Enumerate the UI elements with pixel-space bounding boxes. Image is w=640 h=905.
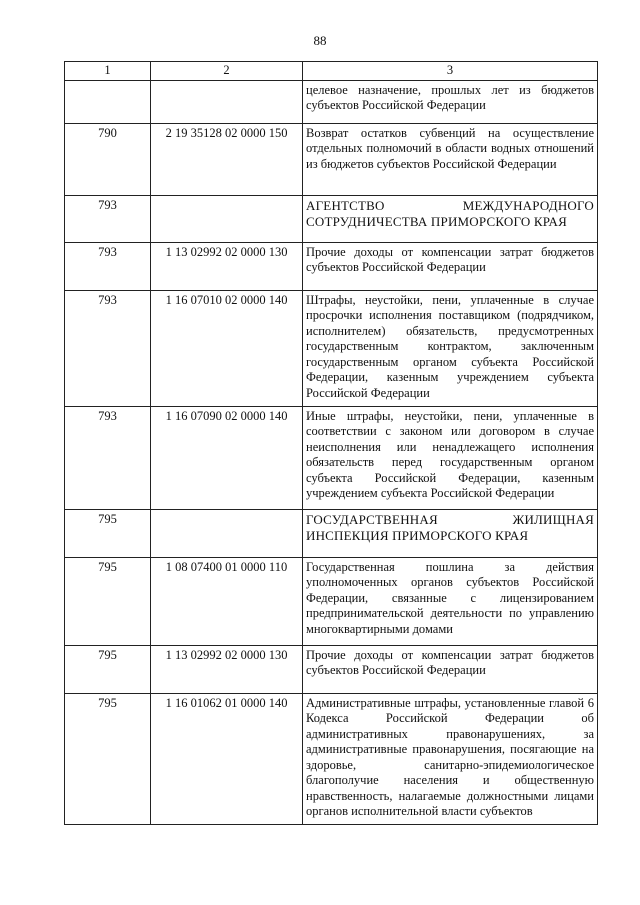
- revenue-code-cell: 1 13 02992 02 0000 130: [151, 645, 303, 693]
- admin-code-cell: 793: [65, 242, 151, 290]
- admin-code-cell: 793: [65, 290, 151, 406]
- table-header-row: [65, 62, 598, 81]
- description-cell: Иные штрафы, неустойки, пени, уплаченные в соответствии с законом или договором в случае неисполнения или ненадлежащего исполнения обязательств перед государственным органом субъекта Российской Федерации, казенным учреждением субъекта Российской Федерации: [303, 406, 598, 509]
- revenue-code-cell: [151, 80, 303, 123]
- header-col-1: 1: [65, 62, 151, 81]
- description-cell: Возврат остатков субвенций на осуществление отдельных полномочий в области водных отношений из бюджетов субъектов Российской Федерации: [303, 123, 598, 195]
- admin-code-cell: 793: [65, 195, 151, 242]
- table-row: [65, 123, 598, 195]
- revenue-code-cell: 1 16 01062 01 0000 140: [151, 693, 303, 824]
- page-number: 88: [313, 33, 327, 48]
- table-row: [65, 406, 598, 509]
- table-row: [65, 645, 598, 693]
- description-cell: Штрафы, неустойки, пени, уплаченные в случае просрочки исполнения поставщиком (подрядчиком, исполнителем) обязательств, предусмотренных государственным контрактом, заключенным государственным органом субъекта Российской Федерации, казенным учреждением субъекта Российской Федерации: [303, 290, 598, 406]
- description-cell: Административные штрафы, установленные главой 6 Кодекса Российской Федерации об административных правонарушениях, за административные правонарушения, посягающие на здоровье, санитарно-эпидемиологическое благополучие населения и общественную нравственность, налагаемые должностными лицами органов исполнительной власти субъектов: [303, 693, 598, 824]
- header-col-3: 3: [303, 62, 598, 81]
- revenue-code-cell: 1 08 07400 01 0000 110: [151, 557, 303, 645]
- admin-code-cell: 795: [65, 557, 151, 645]
- revenue-code-cell: [151, 195, 303, 242]
- table-row: [65, 195, 598, 242]
- table-row: [65, 693, 598, 824]
- description-cell: Прочие доходы от компенсации затрат бюджетов субъектов Российской Федерации: [303, 645, 598, 693]
- table-row: [65, 290, 598, 406]
- agency-name-cell: АГЕНТСТВО МЕЖДУНАРОДНОГО СОТРУДНИЧЕСТВА ПРИМОРСКОГО КРАЯ: [303, 195, 598, 242]
- revenue-codes-table: [64, 61, 598, 825]
- description-cell: Прочие доходы от компенсации затрат бюджетов субъектов Российской Федерации: [303, 242, 598, 290]
- table-row: [65, 242, 598, 290]
- table-row: [65, 557, 598, 645]
- table-row: [65, 509, 598, 557]
- admin-code-cell: 795: [65, 645, 151, 693]
- revenue-code-cell: [151, 509, 303, 557]
- description-cell: Государственная пошлина за действия уполномоченных органов субъектов Российской Федерации, связанные с лицензированием предпринимательской деятельности по управлению многоквартирными домами: [303, 557, 598, 645]
- revenue-code-cell: 1 16 07010 02 0000 140: [151, 290, 303, 406]
- header-col-2: 2: [151, 62, 303, 81]
- revenue-code-cell: 2 19 35128 02 0000 150: [151, 123, 303, 195]
- revenue-code-cell: 1 13 02992 02 0000 130: [151, 242, 303, 290]
- admin-code-cell: [65, 80, 151, 123]
- description-cell: целевое назначение, прошлых лет из бюджетов субъектов Российской Федерации: [303, 80, 598, 123]
- admin-code-cell: 795: [65, 509, 151, 557]
- table-row: [65, 80, 598, 123]
- admin-code-cell: 793: [65, 406, 151, 509]
- admin-code-cell: 795: [65, 693, 151, 824]
- revenue-code-cell: 1 16 07090 02 0000 140: [151, 406, 303, 509]
- admin-code-cell: 790: [65, 123, 151, 195]
- agency-name-cell: ГОСУДАРСТВЕННАЯ ЖИЛИЩНАЯ ИНСПЕКЦИЯ ПРИМОРСКОГО КРАЯ: [303, 509, 598, 557]
